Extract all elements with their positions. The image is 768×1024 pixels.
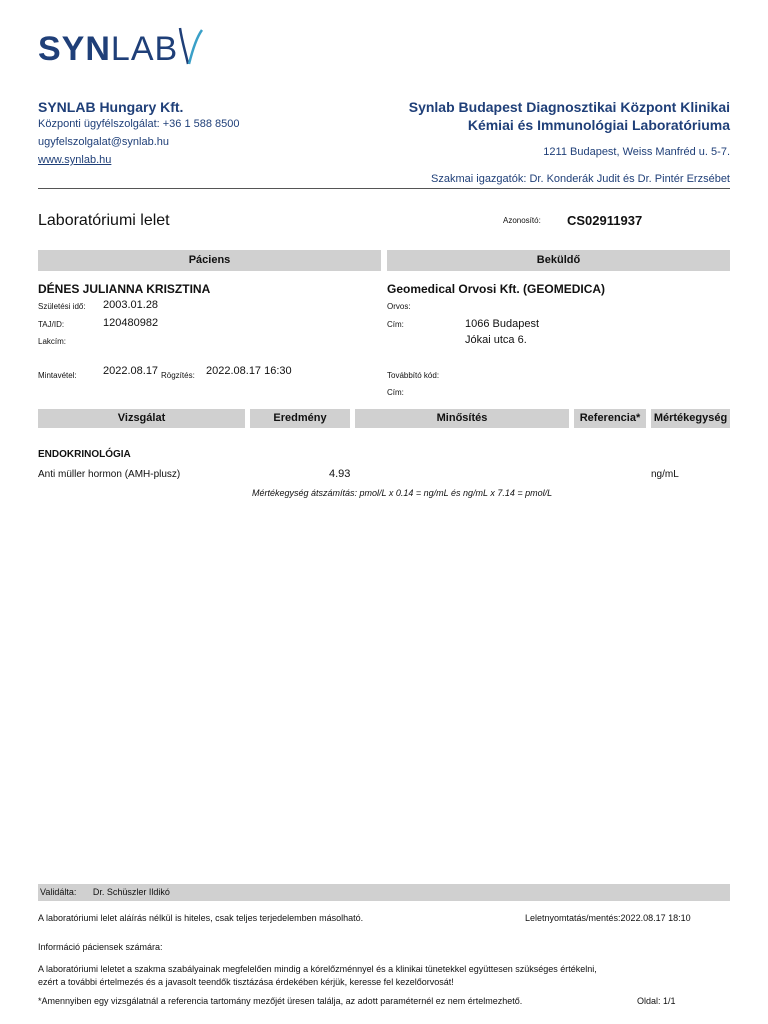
report-id-label: Azonosító: bbox=[503, 216, 541, 225]
patient-dob: 2003.01.28 bbox=[103, 299, 159, 311]
lab-address: 1211 Budapest, Weiss Manfréd u. 5-7. bbox=[543, 146, 730, 158]
sender-address-line2: Jókai utca 6. bbox=[465, 334, 527, 346]
recorded-date: 2022.08.17 16:30 bbox=[206, 365, 292, 377]
patient-address-label: Lakcím: bbox=[38, 337, 67, 346]
info-title: Információ páciensek számára: bbox=[38, 942, 163, 952]
company-website-link[interactable]: www.synlab.hu bbox=[38, 154, 112, 166]
print-timestamp: Leletnyomtatás/mentés:2022.08.17 18:10 bbox=[525, 913, 691, 923]
patient-name: DÉNES JULIANNA KRISZTINA bbox=[38, 282, 211, 296]
info-line2: ezért a további értelmezés és a javasolt teendők tisztázása érdekében kérjük, keresse fel kezelőorvosát! bbox=[38, 977, 454, 987]
company-email[interactable]: ugyfelszolgalat@synlab.hu bbox=[38, 136, 170, 148]
logo-wave-icon bbox=[176, 24, 206, 68]
synlab-logo bbox=[38, 30, 178, 75]
info-line1: A laboratóriumi leletet a szakma szabályainak megfelelően mindig a kórelőzménnyel és a klinikai tünetekkel együttesen szükséges értékelni, bbox=[38, 964, 597, 974]
patient-taj-label: TAJ/ID: bbox=[38, 320, 65, 329]
reference-note: *Amennyiben egy vizsgálatnál a referencia tartomány mezőjét üresen találja, az adott paraméternél ez nem értelmezhető. bbox=[38, 996, 523, 1006]
sender-doctor-label: Orvos: bbox=[387, 302, 411, 311]
forward-code-label: Továbbító kód: bbox=[387, 371, 440, 380]
patient-section-header: Páciens bbox=[38, 250, 381, 271]
logo-syn: SYN bbox=[38, 30, 111, 68]
column-qualification: Minősítés bbox=[355, 409, 569, 428]
lab-directors: Szakmai igazgatók: Dr. Konderák Judit és Dr. Pintér Erzsébet bbox=[431, 173, 730, 185]
logo-lab: LAB bbox=[110, 30, 179, 68]
lab-title-line1: Synlab Budapest Diagnosztikai Központ Klinikai bbox=[408, 99, 730, 115]
company-phone: Központi ügyfélszolgálat: +36 1 588 8500 bbox=[38, 118, 240, 130]
sender-address-label: Cím: bbox=[387, 320, 404, 329]
report-id-value: CS02911937 bbox=[567, 213, 643, 228]
column-reference: Referencia* bbox=[574, 409, 646, 428]
unit-conversion-note: Mértékegység átszámítás: pmol/L x 0.14 = ng/mL és ng/mL x 7.14 = pmol/L bbox=[252, 488, 553, 498]
lab-title-line2: Kémiai és Immunológiai Laboratóriuma bbox=[467, 117, 730, 133]
result-value: 4.93 bbox=[329, 468, 351, 480]
result-test-name: Anti müller hormon (AMH-plusz) bbox=[38, 469, 181, 480]
validated-by: Dr. Schüszler Ildikó bbox=[92, 887, 170, 897]
page-number: Oldal: 1/1 bbox=[637, 996, 676, 1006]
validated-label: Validálta: bbox=[40, 887, 77, 897]
sample-date-label: Mintavétel: bbox=[38, 371, 77, 380]
result-group-title: ENDOKRINOLÓGIA bbox=[38, 449, 131, 460]
header-divider bbox=[38, 188, 730, 189]
patient-taj: 120480982 bbox=[103, 317, 159, 329]
column-unit: Mértékegység bbox=[651, 409, 730, 428]
sender-name: Geomedical Orvosi Kft. (GEOMEDICA) bbox=[387, 282, 606, 296]
report-title: Laboratóriumi lelet bbox=[38, 212, 170, 229]
forward-address-label: Cím: bbox=[387, 388, 404, 397]
sender-address-line1: 1066 Budapest bbox=[465, 318, 540, 330]
column-result: Eredmény bbox=[250, 409, 350, 428]
validation-bar bbox=[38, 884, 730, 901]
result-unit: ng/mL bbox=[651, 469, 679, 480]
recorded-label: Rögzítés: bbox=[161, 371, 195, 380]
authenticity-note: A laboratóriumi lelet aláírás nélkül is hiteles, csak teljes terjedelemben másolható. bbox=[38, 913, 364, 923]
sample-date: 2022.08.17 bbox=[103, 365, 159, 377]
company-name: SYNLAB Hungary Kft. bbox=[38, 99, 184, 115]
column-test: Vizsgálat bbox=[38, 409, 245, 428]
patient-dob-label: Születési idő: bbox=[38, 302, 86, 311]
sender-section-header: Beküldő bbox=[387, 250, 730, 271]
